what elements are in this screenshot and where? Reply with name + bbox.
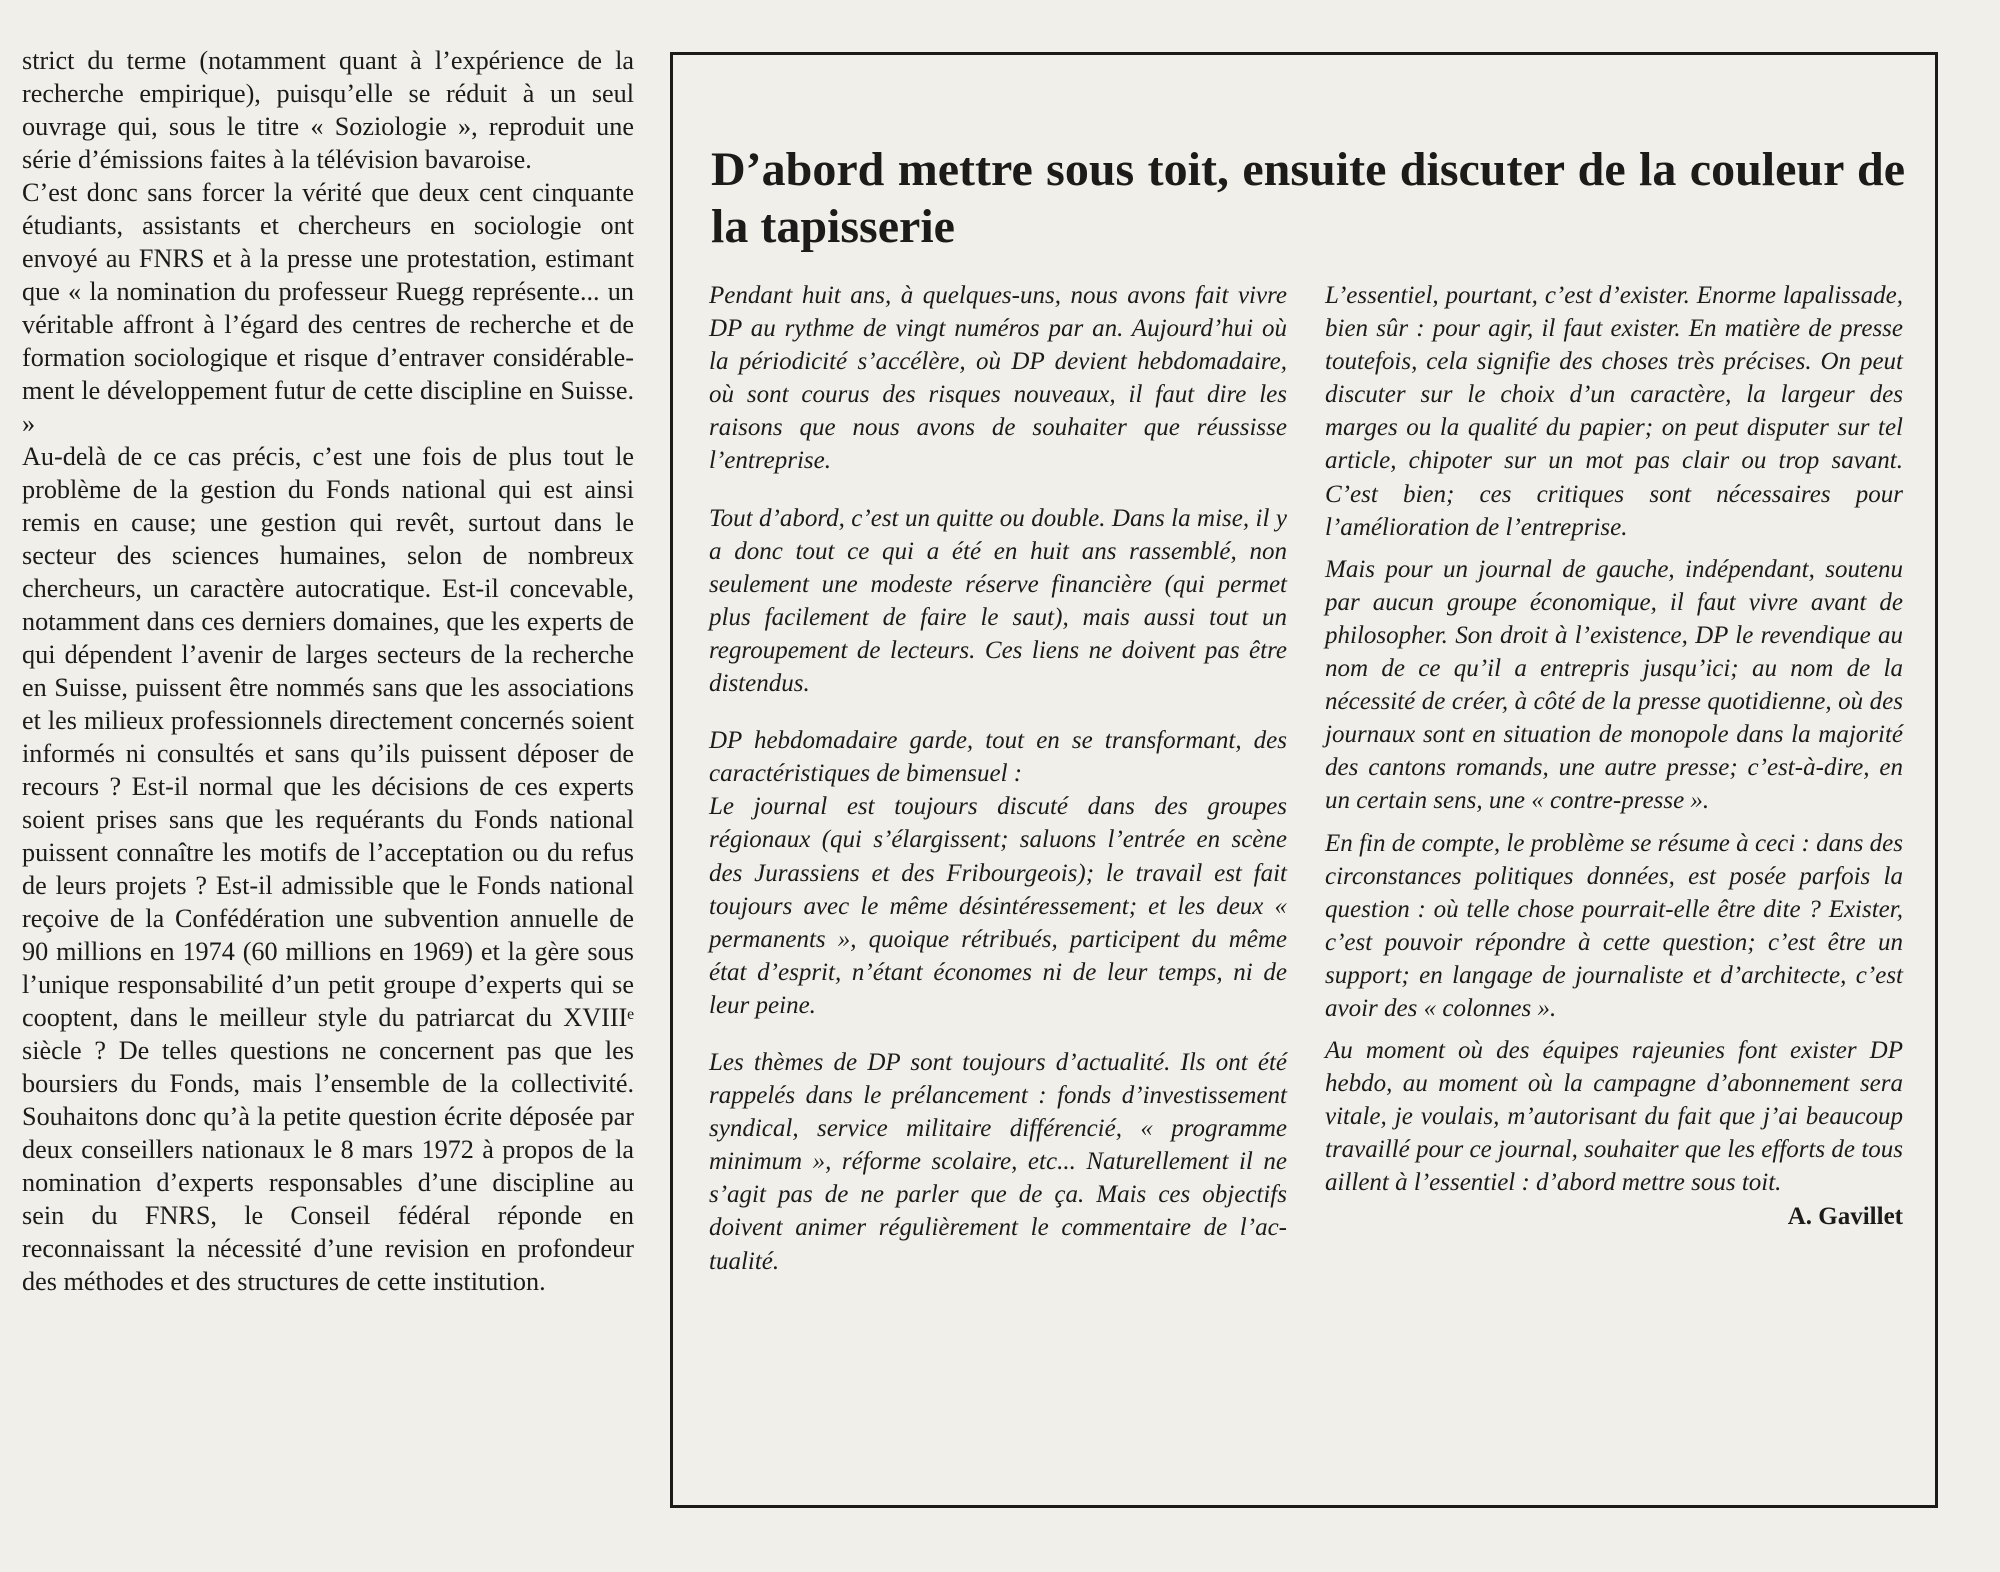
article-column-1	[709, 279, 1287, 1302]
article-paragraph: Pendant huit ans, à quelques-uns, nous avons fait vivre DP au rythme de vingt numéros par an. Aujourd’hui où la périodicité s’accélère, où DP devient hebdomadaire, où sont courus des risques nouveaux, il faut dire les raisons que nous avons de souhaiter que réussisse l’entreprise.	[709, 282, 1287, 475]
article-paragraph: Le journal est toujours discuté dans des groupes régionaux (qui s’élargissent; saluons l’entrée en scène des Jurassiens et des Fribourgeois); le travail est fait toujours avec le même désintéressement; et les deux « permanents », quoique rétribués, participent du même état d’esprit, n’étant économes ni de leur temps, ni de leur peine.	[709, 793, 1287, 1019]
article-paragraph: Au moment où des équipes rajeunies font exister DP hebdo, au moment où la campagne d’abonnement sera vitale, je voulais, m’autorisant du fait que j’ai beaucoup travaillé pour ce journal, souhaiter que les efforts de tous aillent à l’essentiel : d’abord mettre sous toit.	[1325, 1037, 1903, 1197]
left-column-text	[22, 44, 634, 1298]
left-paragraph-2: C’est donc sans forcer la vérité que deux cent cinquante étudiants, assistants et chercheurs en sociologie ont envoyé au FNRS et à la presse une protestation, estimant que « la nomination du professeur Ruegg représente... un véritable affront à l’égard des centres de recherche et de formation sociologique et risque d’entraver considérablement le développement futur de cette discipline en Suisse. »	[22, 178, 634, 438]
article-paragraph: En fin de compte, le problème se résume à ceci : dans des circonstances politiques données, est posée parfois la question : où telle chose pourrait-elle être dite ? Exister, c’est pouvoir répondre à cette question; c’est être un support; en langage de journaliste et d’architecte, c’est avoir des « colonnes ».	[1325, 829, 1903, 1022]
boxed-article	[670, 52, 1938, 1508]
article-title: D’abord mettre sous toit, ensuite discuter de la couleur de la tapisserie	[711, 143, 1905, 253]
article-paragraph: L’essentiel, pourtant, c’est d’exister. Enorme lapalissade, bien sûr : pour agir, il faut exister. En matière de presse toutefois, cela signifie des choses très précises. On peut discuter sur le choix d’un caractère, la largeur des marges ou la qualité du papier; on peut disputer sur tel article, chipoter sur un mot pas clair ou trop savant. C’est bien; ces critiques sont nécessaires pour l’amélioration de l’entreprise.	[1325, 282, 1903, 541]
article-paragraph: DP hebdomadaire garde, tout en se transformant, des caractéristiques de bimensuel :	[709, 727, 1287, 788]
article-paragraph: Mais pour un journal de gauche, indépendant, soutenu par aucun groupe économique, il faut vivre avant de philosopher. Son droit à l’existence, DP le revendique au nom de ce qu’il a entrepris jusqu’ici; au nom de la nécessité de créer, à côté de la presse quotidienne, où des journaux sont en situation de monopole dans la majorité des cantons romands, une autre presse; c’est-à-dire, en un certain sens, une « contre-presse ».	[1325, 555, 1903, 815]
left-paragraph-3: Au-delà de ce cas précis, c’est une fois de plus tout le problème de la gestion du Fonds national qui est ainsi remis en cause; une gestion qui revêt, surtout dans le secteur des sciences humaines, selon de nombreux chercheurs, un caractère autocratique. Est-il concevable, notamment dans ces derniers domaines, que les experts de qui dépendent l’avenir de larges secteurs de la recherche en Suisse, puissent être nommés sans que les associations et les milieux professionnels directement concernés soient informés ni consultés et sans qu’ils puissent déposer de recours ? Est-il normal que les décisions de ces experts soient prises sans que les requérants du Fonds national puissent connaître les motifs de l’acceptation ou du refus de leurs projets ? Est-il admissible que le Fonds national reçoive de la Confédération une subvention annuelle de 90 millions en 1974 (60 millions en 1969) et la gère sous l’unique responsabilité d’un petit groupe d’experts qui se cooptent, dans le meilleur style du patriarcat du XVIIIᵉ siècle ? De telles questions ne concernent pas que les boursiers du Fonds, mais l’ensemble de la collectivité. Souhaitons donc qu’à la petite question écrite déposée par deux conseillers nationaux le 8 mars 1972 à propos de la nomination d’experts responsables d’une discipline au sein du FNRS, le Conseil fédéral réponde en reconnaissant la nécessité d’une revision en profondeur des méthodes et des structures de cette institution.	[22, 442, 634, 1296]
article-paragraph: Les thèmes de DP sont toujours d’actualité. Ils ont été rappelés dans le prélancement : fonds d’investissement syndical, service militaire différencié, « programme minimum », réforme scolaire, etc... Naturellement il ne s’agit pas de ne parler que de ça. Mais ces objectifs doivent animer régulièrement le commentaire de l’actualité.	[709, 1048, 1287, 1275]
article-paragraph: Tout d’abord, c’est un quitte ou double. Dans la mise, il y a donc tout ce qui a été en huit ans rassemblé, non seulement une modeste réserve financière (qui permet plus facilement de faire le saut), mais aussi tout un regroupement de lecteurs. Ces liens ne doivent pas être distendus.	[709, 504, 1287, 698]
left-paragraph-1: strict du terme (notamment quant à l’expérience de la recherche empirique), puisqu’elle se réduit à un seul ouvrage qui, sous le titre « Soziologie », reproduit une série d’émissions faites à la télévision bavaroise.	[22, 46, 634, 174]
article-column-2	[1325, 279, 1903, 1257]
author-signature: A. Gavillet	[1787, 1202, 1903, 1230]
